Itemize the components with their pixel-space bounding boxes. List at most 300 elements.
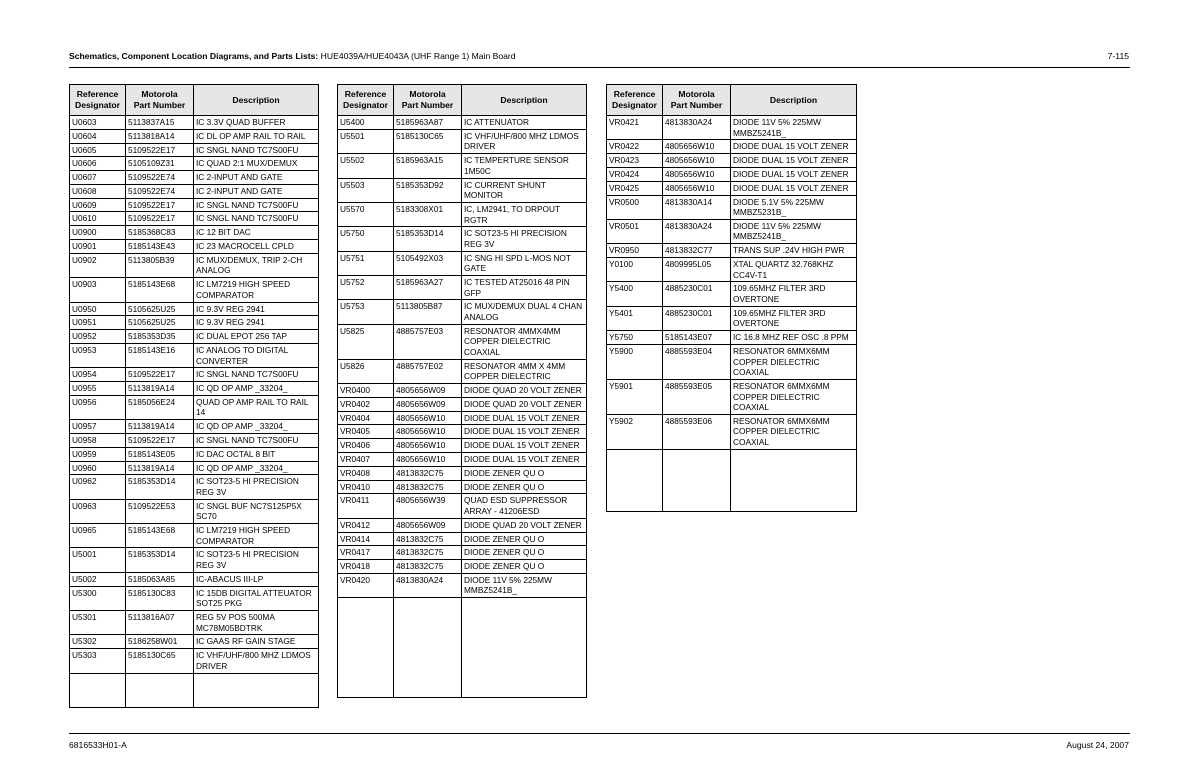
table-row [607,154,857,168]
column-header-description: Description [462,85,587,116]
reference-designator: VR0404 [338,411,394,425]
reference-designator: U0606 [70,157,126,171]
reference-designator: Y5401 [607,306,663,330]
description: IC SNGL BUF NC7S125P5X SC70 [194,499,319,523]
table-row [70,524,319,548]
part-number: 4805656W10 [663,140,731,154]
table-row [70,171,319,185]
table-row [607,167,857,181]
reference-designator: VR0423 [607,154,663,168]
table-header-row [70,85,319,116]
empty-cell [338,598,394,698]
reference-designator: U5303 [70,649,126,673]
table-row [70,572,319,586]
table-row [607,414,857,449]
header-divider [69,67,1130,68]
part-number: 5185353D35 [126,330,194,344]
table-row [70,635,319,649]
table-row [70,382,319,396]
column-header-reference: Reference Designator [70,85,126,116]
description: IC 9.3V REG 2941 [194,316,319,330]
reference-designator: U5503 [338,178,394,202]
table-row [338,116,587,130]
reference-designator: U0605 [70,143,126,157]
part-number: 4813832C75 [394,466,462,480]
reference-designator: VR0950 [607,244,663,258]
table-row [70,184,319,198]
description: IC GAAS RF GAIN STAGE [194,635,319,649]
table-row [607,282,857,306]
table-row [70,240,319,254]
empty-cell [607,449,663,511]
reference-designator: U5302 [70,635,126,649]
table-row [338,202,587,226]
part-number: 4885593E04 [663,344,731,379]
part-number: 5185143E16 [126,343,194,367]
description: IC DAC OCTAL 8 BIT [194,447,319,461]
part-number: 5109522E53 [126,499,194,523]
table-row [338,359,587,383]
reference-designator: U0603 [70,116,126,130]
column-header-part-number: Motorola Part Number [663,85,731,116]
part-number: 5185353D14 [126,475,194,499]
table-row [70,395,319,419]
part-number: 4885593E06 [663,414,731,449]
publication-date: August 24, 2007 [1066,740,1129,750]
part-number: 4813832C75 [394,560,462,574]
part-number: 5183308X01 [394,202,462,226]
table-row [70,316,319,330]
description: IC LM7219 HIGH SPEED COMPARATOR [194,278,319,302]
part-number: 5113805B39 [126,253,194,277]
description: RESONATOR 6MMX6MM COPPER DIELECTRIC COAXIAL [731,379,857,414]
reference-designator: U0963 [70,499,126,523]
part-number: 4805656W10 [394,439,462,453]
description: DIODE ZENER QU O [462,560,587,574]
part-number: 5185143E05 [126,447,194,461]
reference-designator: VR0424 [607,167,663,181]
part-number: 5109522E74 [126,171,194,185]
table-row [338,532,587,546]
table-row [338,518,587,532]
description: IC CURRENT SHUNT MONITOR [462,178,587,202]
description: IC QD OP AMP _33204_ [194,420,319,434]
part-number: 5109522E17 [126,434,194,448]
table-row [70,548,319,572]
table-row [70,649,319,673]
part-number: 5113805B87 [394,300,462,324]
table-row [70,129,319,143]
part-number: 5185056E24 [126,395,194,419]
description: IC MUX/DEMUX, TRIP 2-CH ANALOG [194,253,319,277]
parts-table-1 [69,84,319,708]
reference-designator: U5825 [338,324,394,359]
part-number: 4885593E05 [663,379,731,414]
table-row [607,244,857,258]
part-number: 5185963A15 [394,154,462,178]
reference-designator: VR0410 [338,480,394,494]
table-row [70,330,319,344]
part-number: 4813830A24 [394,573,462,597]
description: IC MUX/DEMUX DUAL 4 CHAN ANALOG [462,300,587,324]
part-number: 5109522E17 [126,212,194,226]
description: RESONATOR 4MM X 4MM COPPER DIELECTRIC [462,359,587,383]
part-number: 4809995L05 [663,258,731,282]
page-title [69,51,516,61]
reference-designator: U0962 [70,475,126,499]
description: IC SNGL NAND TC7S00FU [194,212,319,226]
part-number: 4805656W09 [394,518,462,532]
description: DIODE ZENER QU O [462,546,587,560]
reference-designator: U5751 [338,251,394,275]
table-row [607,306,857,330]
page-footer [69,740,1129,750]
part-number: 5109522E17 [126,198,194,212]
reference-designator: VR0406 [338,439,394,453]
part-number: 5185143E68 [126,278,194,302]
description: DIODE 11V 5% 225MW MMBZ5241B_ [462,573,587,597]
table-row [70,434,319,448]
table-row [338,300,587,324]
description: IC SNGL NAND TC7S00FU [194,143,319,157]
reference-designator: U0955 [70,382,126,396]
part-number: 5185130C65 [394,129,462,153]
table-filler-row [338,598,587,698]
reference-designator: U5301 [70,611,126,635]
description: IC SNGL NAND TC7S00FU [194,368,319,382]
part-number: 4805656W10 [394,425,462,439]
reference-designator: U0903 [70,278,126,302]
table-row [70,143,319,157]
table-row [70,116,319,130]
table-row [338,178,587,202]
table-row [607,140,857,154]
reference-designator: VR0421 [607,116,663,140]
description: RESONATOR 6MMX6MM COPPER DIELECTRIC COAXIAL [731,414,857,449]
description: REG 5V POS 500MA MC78M05BDTRK [194,611,319,635]
page-header [69,51,1129,61]
description: IC 12 BIT DAC [194,226,319,240]
table-row [338,425,587,439]
description: DIODE DUAL 15 VOLT ZENER [731,140,857,154]
description: DIODE 11V 5% 225MW MMBZ5241B_ [731,219,857,243]
description: DIODE DUAL 15 VOLT ZENER [731,181,857,195]
part-number: 5185063A85 [126,572,194,586]
reference-designator: VR0407 [338,453,394,467]
table-row [70,278,319,302]
column-header-reference: Reference Designator [338,85,394,116]
part-number: 4813832C75 [394,532,462,546]
column-header-description: Description [194,85,319,116]
part-number: 4805656W10 [394,453,462,467]
empty-cell [663,449,731,511]
description: 109.65MHZ FILTER 3RD OVERTONE [731,306,857,330]
empty-cell [70,673,126,707]
column-header-description: Description [731,85,857,116]
table-row [338,154,587,178]
reference-designator: U5570 [338,202,394,226]
description: IC LM7219 HIGH SPEED COMPARATOR [194,524,319,548]
table-row [607,219,857,243]
description: IC QD OP AMP _33204_ [194,382,319,396]
page-title-bold: Schematics, Component Location Diagrams, and Parts Lists: [69,51,319,61]
table-row [70,343,319,367]
reference-designator: U0957 [70,420,126,434]
reference-designator: U5753 [338,300,394,324]
reference-designator: VR0414 [338,532,394,546]
description: IC VHF/UHF/800 MHZ LDMOS DRIVER [194,649,319,673]
reference-designator: U5502 [338,154,394,178]
table-row [70,420,319,434]
reference-designator: VR0418 [338,560,394,574]
table-header-row [338,85,587,116]
part-number: 5113819A14 [126,461,194,475]
part-number: 4885230C01 [663,282,731,306]
description: IC QD OP AMP _33204_ [194,461,319,475]
table-row [338,439,587,453]
part-number: 4805656W10 [663,181,731,195]
table-row [338,411,587,425]
part-number: 4805656W10 [394,411,462,425]
table-row [338,227,587,251]
table-row [70,499,319,523]
column-header-part-number: Motorola Part Number [394,85,462,116]
description: IC 23 MACROCELL CPLD [194,240,319,254]
description: DIODE DUAL 15 VOLT ZENER [462,453,587,467]
reference-designator: U0607 [70,171,126,185]
reference-designator: U0958 [70,434,126,448]
reference-designator: U5300 [70,586,126,610]
description: IC 16.8 MHZ REF OSC .8 PPM [731,331,857,345]
description: QUAD ESD SUPPRESSOR ARRAY - 41206ESD [462,494,587,518]
description: IC SNGL NAND TC7S00FU [194,434,319,448]
description: DIODE DUAL 15 VOLT ZENER [731,154,857,168]
description: DIODE ZENER QU O [462,466,587,480]
description: IC SNG HI SPD L-MOS NOT GATE [462,251,587,275]
reference-designator: U0959 [70,447,126,461]
part-number: 4813830A24 [663,219,731,243]
description: QUAD OP AMP RAIL TO RAIL 14 [194,395,319,419]
table-row [607,379,857,414]
description: XTAL QUARTZ 32.768KHZ CC4V-T1 [731,258,857,282]
part-number: 5113819A14 [126,382,194,396]
part-number: 5105109Z31 [126,157,194,171]
table-header-row [607,85,857,116]
table-row [338,276,587,300]
table-row [70,368,319,382]
description: IC TEMPERTURE SENSOR 1M50C [462,154,587,178]
part-number: 4885757E03 [394,324,462,359]
description: DIODE DUAL 15 VOLT ZENER [462,411,587,425]
description: IC 2-INPUT AND GATE [194,184,319,198]
part-number: 5109522E17 [126,143,194,157]
reference-designator: U5400 [338,116,394,130]
table-row [70,586,319,610]
part-number: 4805656W10 [663,167,731,181]
reference-designator: VR0405 [338,425,394,439]
reference-designator: Y5750 [607,331,663,345]
table-row [338,494,587,518]
part-number: 5185353D14 [126,548,194,572]
page-title-rest: HUE4039A/HUE4043A (UHF Range 1) Main Board [318,51,516,61]
reference-designator: U0608 [70,184,126,198]
table-row [607,344,857,379]
reference-designator: U0901 [70,240,126,254]
reference-designator: U5752 [338,276,394,300]
part-number: 5185130C65 [126,649,194,673]
part-number: 5185963A27 [394,276,462,300]
part-number: 5185963A87 [394,116,462,130]
description: IC SOT23-5 HI PRECISION REG 3V [194,548,319,572]
table-row [70,157,319,171]
table-row [70,198,319,212]
reference-designator: U0609 [70,198,126,212]
description: IC DUAL EPOT 256 TAP [194,330,319,344]
table-row [338,480,587,494]
part-number: 5185130C83 [126,586,194,610]
table-row [607,181,857,195]
description: DIODE DUAL 15 VOLT ZENER [462,425,587,439]
empty-cell [194,673,319,707]
description: IC ATTENUATOR [462,116,587,130]
description: IC 3.3V QUAD BUFFER [194,116,319,130]
parts-table-2 [337,84,587,698]
reference-designator: U0951 [70,316,126,330]
description: 109.65MHZ FILTER 3RD OVERTONE [731,282,857,306]
table-filler-row [607,449,857,511]
table-row [70,302,319,316]
description: DIODE QUAD 20 VOLT ZENER [462,384,587,398]
parts-table-3 [606,84,857,512]
part-number: 4805656W09 [394,384,462,398]
table-row [607,116,857,140]
description: DIODE ZENER QU O [462,480,587,494]
table-row [607,195,857,219]
reference-designator: VR0425 [607,181,663,195]
table-row [70,611,319,635]
table-row [338,397,587,411]
description: DIODE QUAD 20 VOLT ZENER [462,397,587,411]
table-row [607,258,857,282]
part-number: 4813830A24 [663,116,731,140]
part-number: 5113819A14 [126,420,194,434]
description: IC TESTED AT25016 48 PIN GFP [462,276,587,300]
reference-designator: VR0420 [338,573,394,597]
reference-designator: VR0412 [338,518,394,532]
reference-designator: U0956 [70,395,126,419]
part-number: 5185143E68 [126,524,194,548]
part-number: 4805656W10 [663,154,731,168]
description: IC 15DB DIGITAL ATTEUATOR SOT25 PKG [194,586,319,610]
part-number: 5185353D14 [394,227,462,251]
description: RESONATOR 6MMX6MM COPPER DIELECTRIC COAXIAL [731,344,857,379]
table-row [70,212,319,226]
reference-designator: U0950 [70,302,126,316]
part-number: 5185368C83 [126,226,194,240]
table-row [338,324,587,359]
table-row [607,331,857,345]
reference-designator: U5002 [70,572,126,586]
description: IC 2-INPUT AND GATE [194,171,319,185]
reference-designator: U0952 [70,330,126,344]
part-number: 5113816A07 [126,611,194,635]
description: IC SOT23-5 HI PRECISION REG 3V [462,227,587,251]
column-header-reference: Reference Designator [607,85,663,116]
reference-designator: U5001 [70,548,126,572]
empty-cell [731,449,857,511]
part-number: 5113818A14 [126,129,194,143]
reference-designator: U0610 [70,212,126,226]
reference-designator: Y5902 [607,414,663,449]
part-number: 5185143E07 [663,331,731,345]
description: IC DL OP AMP RAIL TO RAIL [194,129,319,143]
table-row [338,251,587,275]
table-row [338,384,587,398]
table-row [338,546,587,560]
description: RESONATOR 4MMX4MM COPPER DIELECTRIC COAXIAL [462,324,587,359]
description: DIODE DUAL 15 VOLT ZENER [462,439,587,453]
footer-divider [69,733,1130,734]
part-number: 4813832C75 [394,480,462,494]
part-number: 4885230C01 [663,306,731,330]
table-row [70,475,319,499]
part-number: 4885757E02 [394,359,462,383]
table-row [338,573,587,597]
description: IC, LM2941, TO DRPOUT RGTR [462,202,587,226]
reference-designator: VR0500 [607,195,663,219]
part-number: 4813832C77 [663,244,731,258]
description: IC-ABACUS III-LP [194,572,319,586]
reference-designator: VR0501 [607,219,663,243]
description: DIODE 5.1V 5% 225MW MMBZ5231B_ [731,195,857,219]
empty-cell [126,673,194,707]
part-number: 5105625U25 [126,316,194,330]
description: TRANS SUP .24V HIGH PWR [731,244,857,258]
reference-designator: U5501 [338,129,394,153]
description: DIODE ZENER QU O [462,532,587,546]
table-row [338,466,587,480]
reference-designator: U5826 [338,359,394,383]
part-number: 5186258W01 [126,635,194,649]
reference-designator: Y0100 [607,258,663,282]
description: DIODE 11V 5% 225MW MMBZ5241B_ [731,116,857,140]
page-number: 7-115 [1107,51,1129,61]
reference-designator: U0960 [70,461,126,475]
reference-designator: Y5400 [607,282,663,306]
table-row [338,453,587,467]
table-row [70,447,319,461]
description: IC VHF/UHF/800 MHZ LDMOS DRIVER [462,129,587,153]
part-number: 5105492X03 [394,251,462,275]
reference-designator: U0604 [70,129,126,143]
reference-designator: VR0417 [338,546,394,560]
reference-designator: U0954 [70,368,126,382]
reference-designator: Y5901 [607,379,663,414]
table-row [70,226,319,240]
description: IC SOT23-5 HI PRECISION REG 3V [194,475,319,499]
description: IC SNGL NAND TC7S00FU [194,198,319,212]
description: DIODE DUAL 15 VOLT ZENER [731,167,857,181]
reference-designator: VR0408 [338,466,394,480]
part-number: 5113837A15 [126,116,194,130]
document-number: 6816533H01-A [69,740,127,750]
part-number: 5105625U25 [126,302,194,316]
part-number: 4813832C75 [394,546,462,560]
reference-designator: U0900 [70,226,126,240]
reference-designator: VR0400 [338,384,394,398]
description: IC ANALOG TO DIGITAL CONVERTER [194,343,319,367]
reference-designator: VR0422 [607,140,663,154]
